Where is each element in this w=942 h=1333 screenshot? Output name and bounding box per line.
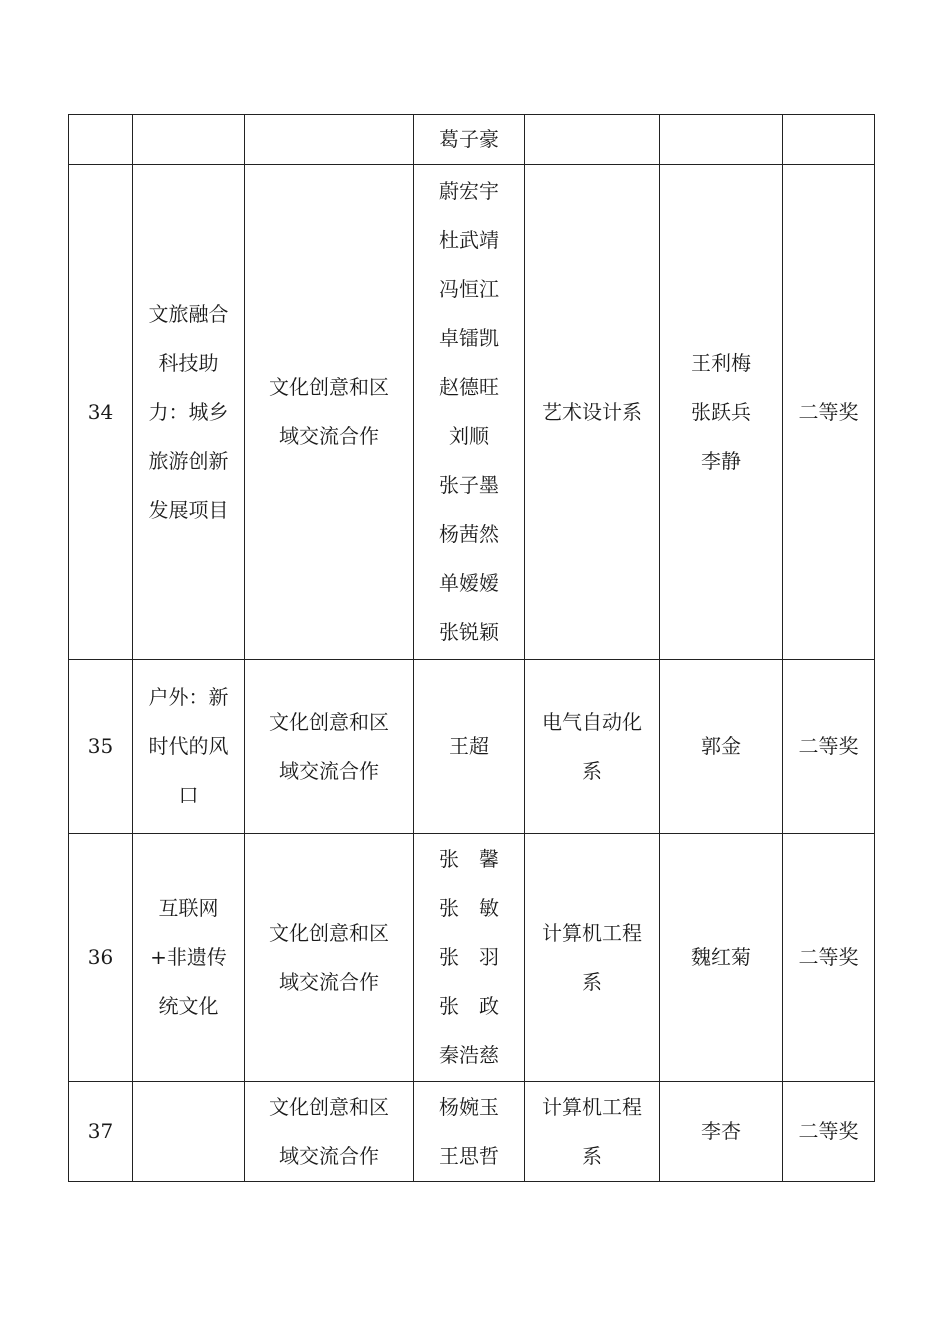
department-cell <box>525 115 660 165</box>
department: 计算机工程系 <box>542 1094 642 1168</box>
award-cell <box>783 115 875 165</box>
table-row <box>69 660 875 834</box>
category: 文化创意和区域交流合作 <box>269 709 389 783</box>
advisor: 魏红菊 <box>691 945 751 969</box>
department: 艺术设计系 <box>542 399 642 424</box>
members: 葛子豪 <box>439 127 499 151</box>
category: 文化创意和区域交流合作 <box>269 1094 389 1168</box>
advisor-cell <box>660 1082 783 1182</box>
project-name-cell <box>133 115 245 165</box>
project-name-cell <box>133 660 245 834</box>
advisor: 王利梅 张跃兵 李静 <box>691 350 751 473</box>
members-cell <box>414 1082 525 1182</box>
row-number: 35 <box>87 734 114 758</box>
advisor-cell <box>660 660 783 834</box>
members-cell <box>414 834 525 1082</box>
award-cell <box>783 660 875 834</box>
advisor-cell <box>660 115 783 165</box>
category-cell <box>245 115 414 165</box>
advisor-cell <box>660 165 783 660</box>
department-cell <box>525 834 660 1082</box>
table-row <box>69 1082 875 1182</box>
project-name: 户外：新时代的风口 <box>148 685 229 807</box>
award-cell <box>783 1082 875 1182</box>
members: 杨婉玉 王思哲 <box>439 1094 499 1168</box>
department-cell <box>525 1082 660 1182</box>
table-row <box>69 834 875 1082</box>
advisor: 郭金 <box>701 734 741 758</box>
advisor: 李杏 <box>701 1119 741 1143</box>
row-number-cell <box>69 165 133 660</box>
members: 张 馨 张 敏 张 羽 张 政 秦浩慈 <box>439 847 499 1067</box>
advisor-cell <box>660 834 783 1082</box>
category: 文化创意和区域交流合作 <box>269 920 389 994</box>
project-name-cell <box>133 1082 245 1182</box>
project-name: 互联网+非遗传统文化 <box>150 896 227 1018</box>
members-cell <box>414 165 525 660</box>
row-number-cell <box>69 115 133 165</box>
table-row <box>69 165 875 660</box>
category-cell <box>245 1082 414 1182</box>
row-number-cell <box>69 834 133 1082</box>
award: 二等奖 <box>798 1119 859 1143</box>
awards-table <box>68 114 875 1182</box>
award-cell <box>783 834 875 1082</box>
department-cell <box>525 660 660 834</box>
award: 二等奖 <box>798 734 859 758</box>
members: 蔚宏宇 杜武靖 冯恒江 卓镭凯 赵德旺 刘顺 张子墨 杨茜然 单嫒嫒 张锐颖 <box>439 179 499 644</box>
department: 计算机工程系 <box>542 920 642 994</box>
members-cell <box>414 115 525 165</box>
category-cell <box>245 165 414 660</box>
row-number: 34 <box>87 399 114 424</box>
category-cell <box>245 834 414 1082</box>
award: 二等奖 <box>798 399 859 424</box>
category: 文化创意和区域交流合作 <box>269 375 389 448</box>
members: 王超 <box>449 734 489 758</box>
row-number-cell <box>69 660 133 834</box>
members-cell <box>414 660 525 834</box>
award: 二等奖 <box>798 945 859 969</box>
project-name-cell <box>133 165 245 660</box>
table-row <box>69 115 875 165</box>
award-cell <box>783 165 875 660</box>
project-name: 文旅融合科技助力：城乡旅游创新发展项目 <box>148 301 229 522</box>
row-number-cell <box>69 1082 133 1182</box>
department: 电气自动化系 <box>542 709 642 783</box>
category-cell <box>245 660 414 834</box>
row-number: 37 <box>87 1119 114 1143</box>
row-number: 36 <box>87 945 114 969</box>
department-cell <box>525 165 660 660</box>
project-name-cell <box>133 834 245 1082</box>
